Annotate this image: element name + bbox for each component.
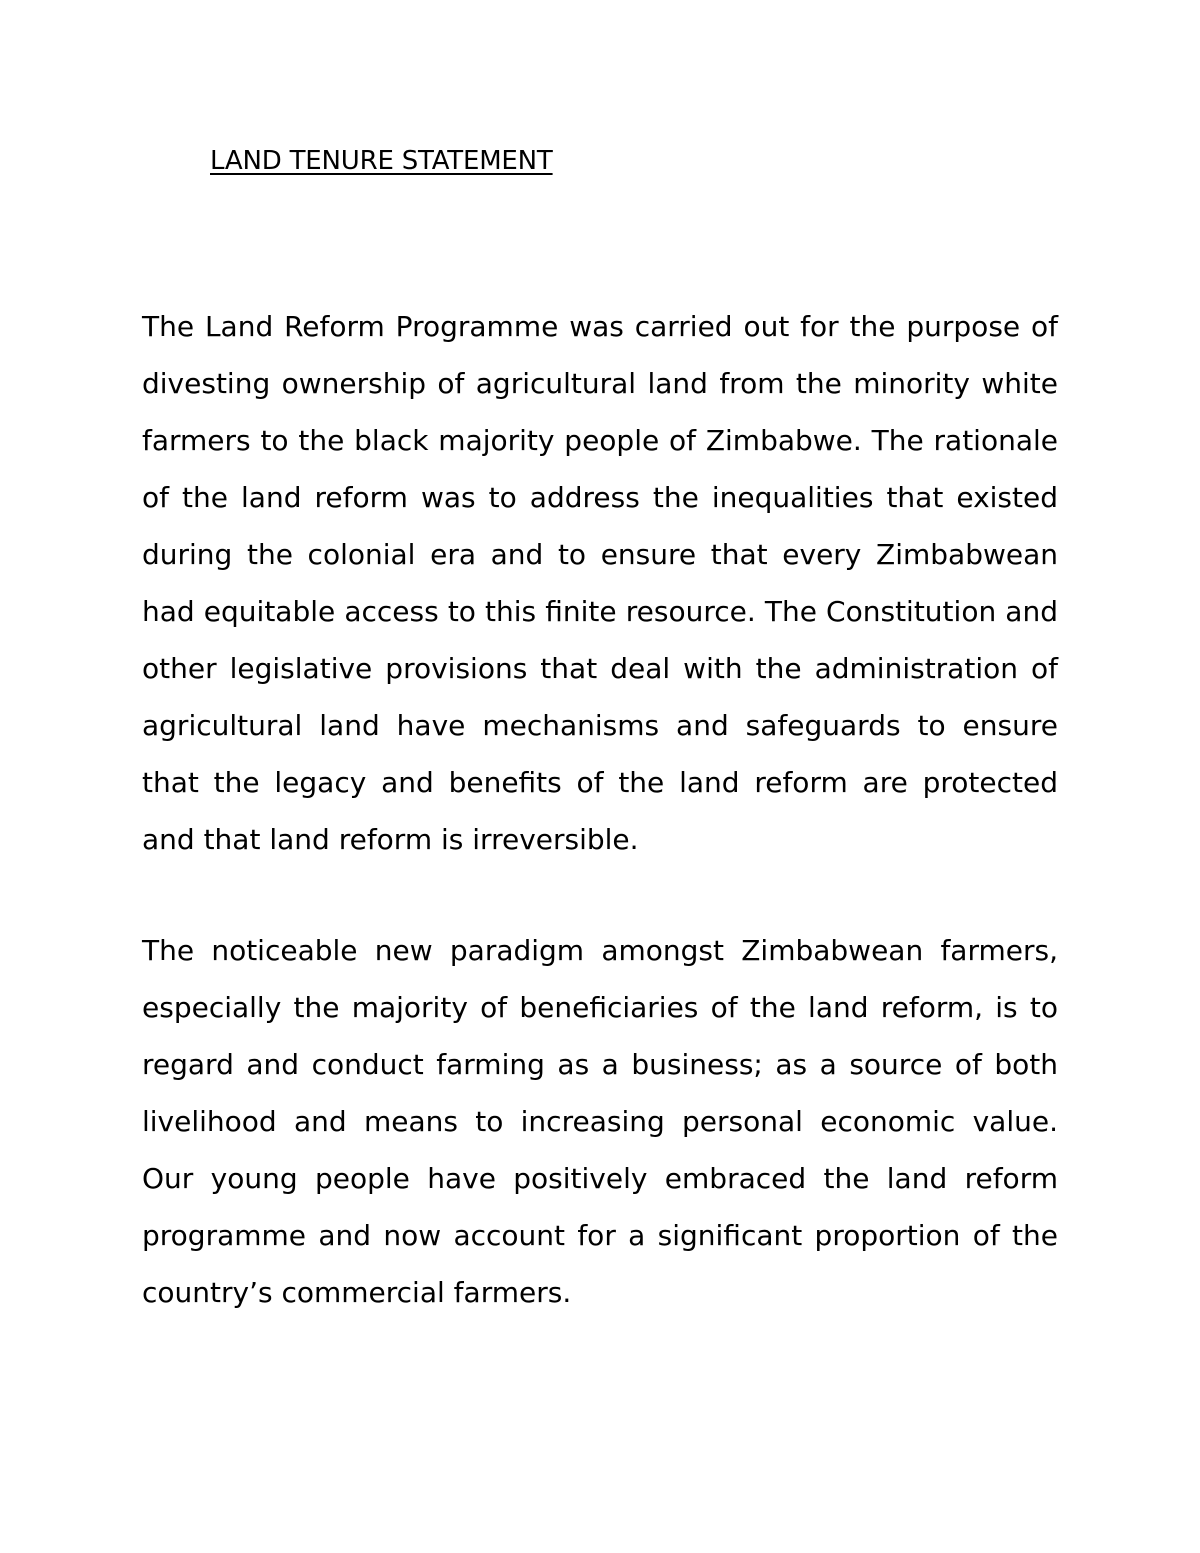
- document-title: LAND TENURE STATEMENT: [210, 146, 553, 176]
- paragraph-new-paradigm: The noticeable new paradigm amongst Zimbabwean farmers, especially the majority of beneficiaries of the land reform, is to regard and conduct farming as a business; as a source of both livelihood and means to increasing personal economic value. Our young people have positively embraced the land reform programme and now account for a significant proportion of the country’s commercial farmers.: [142, 934, 1058, 1309]
- paragraph-land-reform-purpose: The Land Reform Programme was carried out for the purpose of divesting ownership of agricultural land from the minority white farmers to the black majority people of Zimbabwe. The rationale of the land reform was to address the inequalities that existed during the colonial era and to ensure that every Zimbabwean had equitable access to this finite resource. The Constitution and other legislative provisions that deal with the administration of agricultural land have mechanisms and safeguards to ensure that the legacy and benefits of the land reform are protected and that land reform is irreversible.: [142, 310, 1058, 856]
